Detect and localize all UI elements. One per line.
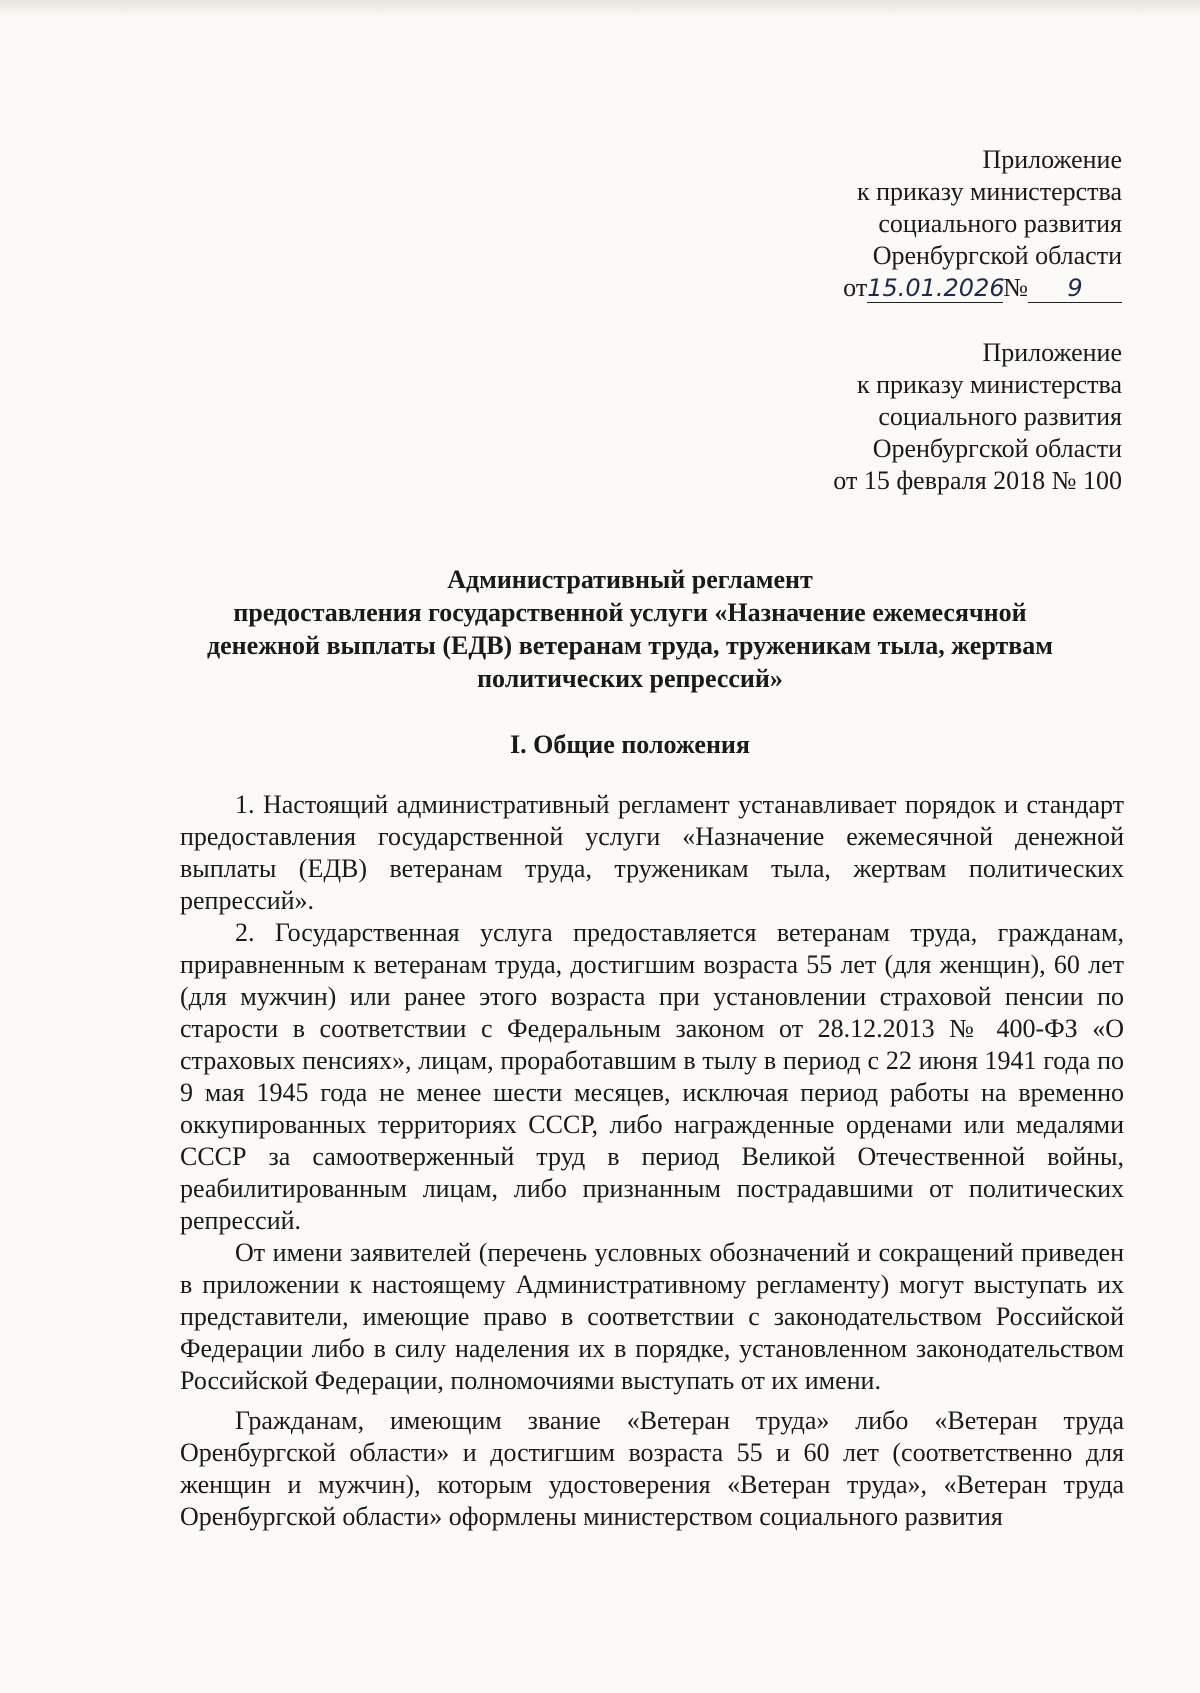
appendix-order-ref: к приказу министерства	[857, 177, 1122, 206]
scan-edge-shadow	[0, 0, 1200, 18]
paragraph-2: 2. Государственная услуга предоставляется ветеранам труда, гражданам, приравненным к ветеранам труда, достигшим возраста 55 лет (для женщин), 60 лет (для мужчин) или ранее этого возраста при установлении страховой пенсии по старости в соответствии с Федеральным законом от 28.12.2013 № 400-ФЗ «О страховых пенсиях», лицам, проработавшим в тылу в период с 22 июня 1941 года по 9 мая 1945 года не менее шести месяцев, исключая период работы на временно оккупированных территориях СССР, либо награжденные орденами или медалями СССР за самоотверженный труд в период Великой Отечественной войны, реабилитированным лицам, либо признанным пострадавшими от политических репрессий.	[180, 918, 1124, 1235]
appendix-order-ref: к приказу министерства	[857, 370, 1122, 399]
handwritten-number: 9	[1028, 274, 1122, 303]
title-line-3: денежной выплаты (ЕДВ) ветеранам труда, труженикам тыла, жертвам	[206, 631, 1053, 660]
handwritten-date: 15.01.2026	[867, 274, 1005, 302]
appendix-ministry: социального развития	[878, 209, 1122, 238]
appendix-ministry: социального развития	[878, 402, 1122, 431]
paragraph-4: Гражданам, имеющим звание «Ветеран труда» либо «Ветеран труда Оренбургской области» и достигшим возраста 55 и 60 лет (соответственно для женщин и мужчин), которым удостоверения «Ветеран труда», «Ветеран труда Оренбургской области» оформлены министерством социального развития	[180, 1406, 1124, 1531]
paragraph-3: От имени заявителей (перечень условных обозначений и сокращений приведен в приложении к настоящему Административному регламенту) могут выступать их представители, имеющие право в соответствии с законодательством Российской Федерации либо в силу наделения их в порядке, установленном законодательством Российской Федерации, полномочиями выступать от их имени.	[180, 1238, 1124, 1395]
appendix-date-number-line	[602, 272, 1122, 304]
appendix-header-current	[602, 144, 1122, 304]
number-label: №	[1003, 273, 1028, 302]
appendix-region: Оренбургской области	[872, 434, 1122, 463]
appendix-date-number: от 15 февраля 2018 № 100	[833, 466, 1122, 495]
title-line-1: Административный регламент	[447, 565, 813, 594]
title-line-4: политических репрессий»	[477, 664, 783, 693]
section-heading: I. Общие положения	[510, 730, 750, 759]
appendix-header-previous	[602, 337, 1122, 497]
appendix-label: Приложение	[982, 338, 1122, 367]
paragraph-1: 1. Настоящий административный регламент устанавливает порядок и стандарт предоставления государственной услуги «Назначение ежемесячной денежной выплаты (ЕДВ) ветеранам труда, труженикам тыла, жертвам политических репрессий».	[180, 790, 1124, 915]
appendix-region: Оренбургской области	[872, 241, 1122, 270]
document-body	[180, 789, 1124, 1533]
appendix-label: Приложение	[982, 145, 1122, 174]
from-label: от	[843, 273, 868, 302]
document-title	[130, 563, 1130, 695]
title-line-2: предоставления государственной услуги «Назначение ежемесячной	[233, 598, 1027, 627]
